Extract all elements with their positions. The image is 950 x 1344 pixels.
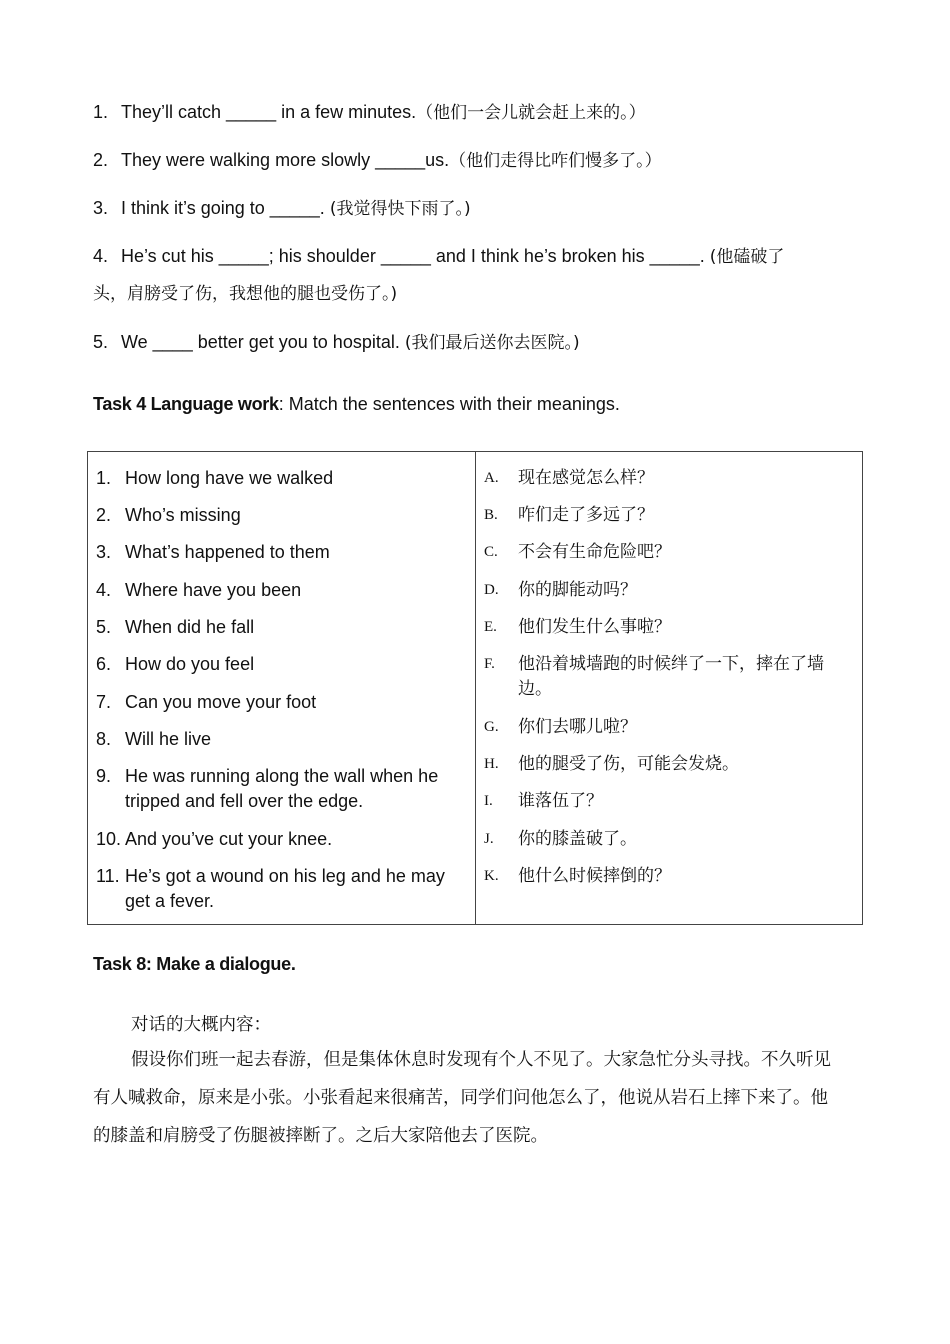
meaning-letter: C. xyxy=(484,544,498,560)
item-text: They were walking more slowly _____us. xyxy=(121,150,450,170)
sentence-number: 3. xyxy=(96,542,112,562)
sentence-text: When did he fall xyxy=(125,617,255,637)
item-translation: （他们一会儿就会赶上来的。） xyxy=(416,103,646,123)
item-translation: （他们走得比咋们慢多了。） xyxy=(449,151,662,171)
meaning-text: 你的膝盖破了。 xyxy=(518,829,637,849)
item-text: We ____ better get you to hospital. xyxy=(121,332,405,352)
meaning-text: 他什么时候摔倒的？ xyxy=(518,866,671,886)
sentence-text: How long have we walked xyxy=(125,468,334,488)
meaning-letter: B. xyxy=(484,507,498,523)
item-translation: (我们最后送你去医院。) xyxy=(404,333,580,353)
meaning-text: 你的脚能动吗？ xyxy=(518,580,637,600)
sentence-number: 10. xyxy=(96,829,122,849)
sentence-number: 11. xyxy=(96,866,120,886)
meaning-text: 你们去哪儿啦？ xyxy=(518,717,637,737)
meaning-letter: G. xyxy=(484,719,499,735)
meaning-text: 咋们走了多远了？ xyxy=(518,505,654,525)
fill-in-item-continuation xyxy=(93,275,853,313)
sentence-number: 2. xyxy=(96,505,112,525)
item-number: 4. xyxy=(93,246,109,266)
sentence-text: Will he live xyxy=(125,729,212,749)
sentence-text: Who’s missing xyxy=(125,505,241,525)
fill-in-item xyxy=(93,93,853,132)
meaning-letter: K. xyxy=(484,868,499,884)
task4-title: Task 4 Language work xyxy=(93,394,279,414)
task4-heading xyxy=(93,392,620,416)
item-text: I think it’s going to _____. xyxy=(121,198,330,218)
dialogue-body: 假设你们班一起去春游，但是集体休息时发现有个人不见了。大家急忙分头寻找。不久听见有人喊救命，原来是小张。小张看起来很痛苦，同学们问他怎么了，他说从岩石上摔下来了。他的膝盖和肩膀受了伤腿被摔断了。之后大家陪他去了医院。 xyxy=(93,1050,831,1146)
meaning-letter: E. xyxy=(484,619,497,635)
sentence-number: 4. xyxy=(96,580,112,600)
item-translation: (他磕破了 xyxy=(709,247,785,267)
fill-in-item xyxy=(93,189,853,228)
dialogue-heading: 对话的大概内容： xyxy=(131,1015,271,1035)
task8-title: Task 8: Make a dialogue. xyxy=(93,954,296,974)
sentence-text: He was running along the wall when he tripped and fell over the edge. xyxy=(125,766,439,811)
sentence-text: Can you move your foot xyxy=(125,692,317,712)
meaning-text: 谁落伍了？ xyxy=(518,791,603,811)
item-number: 2. xyxy=(93,150,109,170)
meaning-letter: J. xyxy=(484,831,494,847)
meaning-letter: I. xyxy=(484,793,493,809)
meaning-text: 他沿着城墙跑的时候绊了一下，摔在了墙边。 xyxy=(518,654,824,699)
sentence-number: 6. xyxy=(96,654,112,674)
sentence-text: Where have you been xyxy=(125,580,302,600)
meaning-text: 他的腿受了伤，可能会发烧。 xyxy=(518,754,739,774)
fill-in-item xyxy=(93,323,853,362)
sentence-number: 7. xyxy=(96,692,112,712)
meaning-text: 不会有生命危险吧？ xyxy=(518,542,671,562)
task4-instruction: : Match the sentences with their meanings. xyxy=(278,394,620,414)
item-number: 3. xyxy=(93,198,109,218)
sentence-text: And you’ve cut your knee. xyxy=(125,829,333,849)
item-text: He’s cut his _____; his shoulder _____ and I think he’s broken his _____. xyxy=(121,246,710,266)
meaning-letter: F. xyxy=(484,656,495,672)
meaning-letter: A. xyxy=(484,470,499,486)
item-number: 1. xyxy=(93,102,109,122)
item-number: 5. xyxy=(93,332,109,352)
meaning-text: 现在感觉怎么样？ xyxy=(518,468,654,488)
task8-heading xyxy=(93,952,296,976)
sentence-number: 5. xyxy=(96,617,112,637)
item-translation-continued: 头，肩膀受了伤，我想他的腿也受伤了。) xyxy=(93,284,398,304)
matching-table xyxy=(87,451,863,925)
sentence-text: How do you feel xyxy=(125,654,255,674)
fill-in-item xyxy=(93,141,853,180)
sentence-text: What’s happened to them xyxy=(125,542,330,562)
sentence-number: 9. xyxy=(96,766,112,786)
meaning-letter: H. xyxy=(484,756,499,772)
meaning-text: 他们发生什么事啦？ xyxy=(518,617,671,637)
sentence-number: 8. xyxy=(96,729,112,749)
table-divider xyxy=(475,452,476,924)
item-text: They’ll catch _____ in a few minutes. xyxy=(121,102,417,122)
item-translation: (我觉得快下雨了。) xyxy=(329,199,471,219)
meaning-letter: D. xyxy=(484,582,499,598)
sentence-text: He’s got a wound on his leg and he may get a fever. xyxy=(125,866,445,911)
sentence-number: 1. xyxy=(96,468,112,488)
fill-in-item xyxy=(93,237,853,276)
